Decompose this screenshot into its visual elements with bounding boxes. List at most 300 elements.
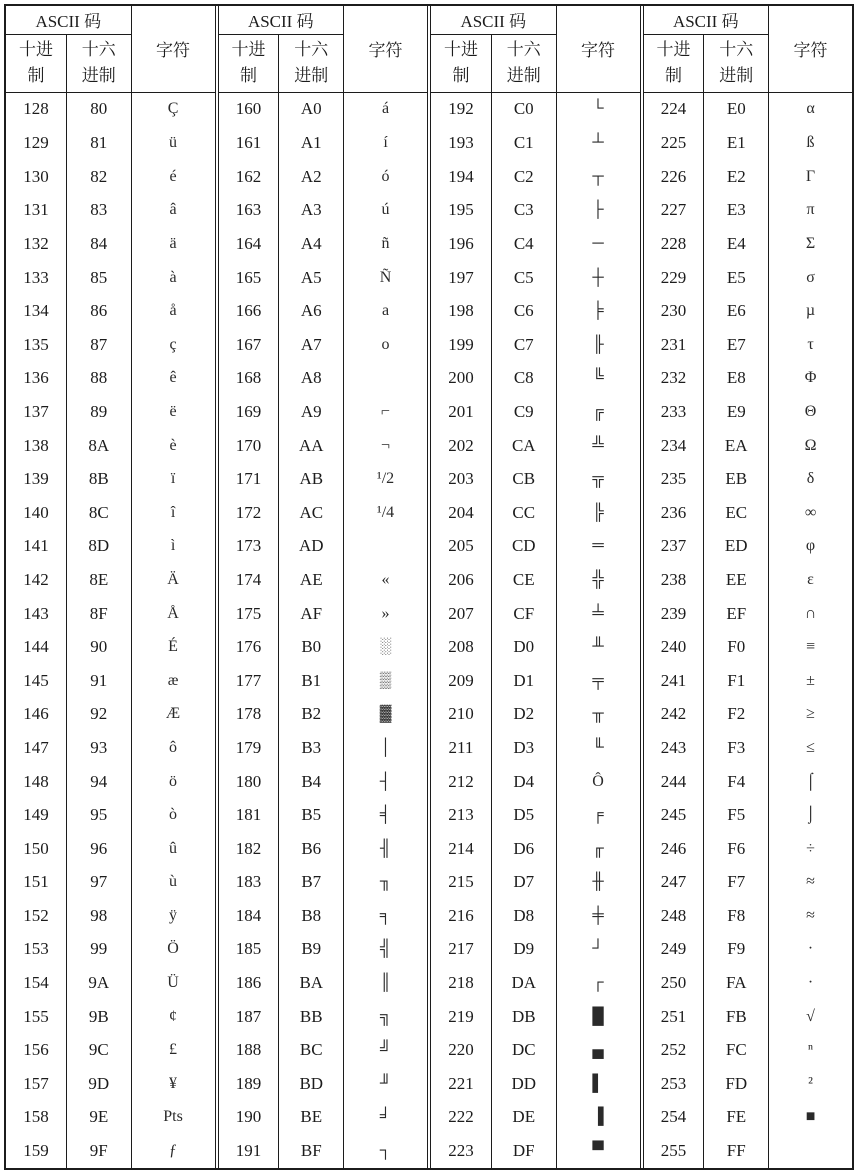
char-cell: ╣	[379, 940, 392, 958]
char-cell: ¹/2	[376, 470, 395, 488]
decimal-cell: 163	[219, 194, 279, 228]
hex-cell: DE	[491, 1101, 556, 1135]
decimal-cell: 175	[219, 597, 279, 631]
decimal-cell: 172	[219, 496, 279, 530]
char-cell: ú	[381, 201, 390, 219]
table-row	[6, 1067, 215, 1101]
char-cell: ó	[381, 167, 390, 185]
char-cell: ┬	[592, 167, 604, 185]
table-row	[431, 765, 640, 799]
table-row	[644, 160, 853, 194]
char-cell: Ä	[167, 570, 179, 588]
decimal-cell: 246	[644, 832, 704, 866]
table-row	[431, 496, 640, 530]
decimal-cell: 185	[219, 933, 279, 967]
hex-cell: 81	[66, 126, 131, 160]
decimal-cell: 168	[219, 362, 279, 396]
decimal-cell: 225	[644, 126, 704, 160]
table-row	[6, 429, 215, 463]
table-row	[6, 1101, 215, 1135]
char-header: 字符	[131, 6, 214, 92]
decimal-cell: 203	[431, 462, 491, 496]
char-cell: ┤	[379, 772, 392, 790]
decimal-cell: 154	[6, 966, 66, 1000]
hex-cell: EC	[704, 496, 769, 530]
table-row	[644, 765, 853, 799]
table-row	[219, 126, 428, 160]
decimal-cell: 239	[644, 597, 704, 631]
table-row	[644, 899, 853, 933]
table-row	[644, 1033, 853, 1067]
decimal-cell: 227	[644, 194, 704, 228]
char-cell: ╢	[379, 839, 392, 857]
table-row	[431, 899, 640, 933]
decimal-cell: 131	[6, 194, 66, 228]
decimal-cell: 169	[219, 395, 279, 429]
table-row	[6, 1000, 215, 1034]
table-row	[219, 664, 428, 698]
decimal-cell: 234	[644, 429, 704, 463]
hex-cell: D5	[491, 798, 556, 832]
table-row	[644, 362, 853, 396]
table-row	[644, 530, 853, 564]
decimal-cell: 219	[431, 1000, 491, 1034]
hex-cell: 90	[66, 630, 131, 664]
decimal-cell: 208	[431, 630, 491, 664]
hex-cell: CA	[491, 429, 556, 463]
decimal-cell: 190	[219, 1101, 279, 1135]
char-cell: ε	[807, 570, 814, 588]
hex-cell: BA	[279, 966, 344, 1000]
char-cell: ╗	[379, 1007, 392, 1025]
table-row	[219, 798, 428, 832]
char-cell: ⁿ	[808, 1041, 814, 1059]
table-row	[219, 362, 428, 396]
char-cell: ─	[592, 235, 604, 253]
table-row	[219, 1101, 428, 1135]
char-cell: ║	[379, 974, 392, 992]
table-row	[219, 496, 428, 530]
table-row	[6, 530, 215, 564]
hex-cell: A0	[279, 92, 344, 126]
decimal-cell: 171	[219, 462, 279, 496]
hex-cell: BD	[279, 1067, 344, 1101]
hex-cell: F0	[704, 630, 769, 664]
table-row	[644, 1101, 853, 1135]
decimal-cell: 237	[644, 530, 704, 564]
decimal-cell: 248	[644, 899, 704, 933]
hex-cell: A7	[279, 328, 344, 362]
hex-cell: DF	[491, 1134, 556, 1168]
decimal-cell: 229	[644, 261, 704, 295]
hex-cell: 9A	[66, 966, 131, 1000]
decimal-cell: 230	[644, 294, 704, 328]
table-row	[431, 933, 640, 967]
char-cell: ≈	[806, 906, 815, 924]
table-row	[644, 832, 853, 866]
table-row	[219, 899, 428, 933]
char-cell: Φ	[804, 369, 817, 387]
char-cell: ÷	[806, 839, 815, 857]
decimal-cell: 138	[6, 429, 66, 463]
decimal-cell: 209	[431, 664, 491, 698]
decimal-cell: 240	[644, 630, 704, 664]
char-cell: ╙	[592, 738, 604, 756]
hex-cell: 9F	[66, 1134, 131, 1168]
char-cell: Ç	[167, 100, 179, 118]
char-cell: ü	[169, 134, 178, 152]
hex-cell: 9E	[66, 1101, 131, 1135]
table-row	[431, 1101, 640, 1135]
char-cell: τ	[807, 335, 814, 353]
char-cell: ⌡	[805, 806, 816, 824]
table-row	[6, 899, 215, 933]
hex-cell: 91	[66, 664, 131, 698]
hex-cell: DC	[491, 1033, 556, 1067]
table-row	[219, 698, 428, 732]
table-row	[6, 194, 215, 228]
char-cell: £	[169, 1041, 178, 1059]
decimal-cell: 251	[644, 1000, 704, 1034]
char-cell: █	[592, 1007, 604, 1025]
table-row	[431, 227, 640, 261]
decimal-cell: 141	[6, 530, 66, 564]
char-cell: ⌠	[805, 772, 816, 790]
char-cell: ∩	[804, 604, 817, 622]
char-cell: ì	[170, 537, 176, 555]
hex-cell: A9	[279, 395, 344, 429]
decimal-cell: 148	[6, 765, 66, 799]
hex-cell: DA	[491, 966, 556, 1000]
hex-cell: CF	[491, 597, 556, 631]
hex-cell: CB	[491, 462, 556, 496]
table-row	[6, 630, 215, 664]
decimal-cell: 130	[6, 160, 66, 194]
hex-cell: E0	[704, 92, 769, 126]
char-cell: ╦	[592, 470, 604, 488]
hex-cell: D7	[491, 866, 556, 900]
decimal-cell: 250	[644, 966, 704, 1000]
char-cell: µ	[805, 302, 816, 320]
hex-cell: C5	[491, 261, 556, 295]
hex-header: 十六 进制	[279, 34, 344, 92]
table-row	[431, 362, 640, 396]
hex-cell: 94	[66, 765, 131, 799]
hex-cell: D4	[491, 765, 556, 799]
decimal-cell: 165	[219, 261, 279, 295]
decimal-cell: 192	[431, 92, 491, 126]
decimal-cell: 159	[6, 1134, 66, 1168]
char-cell: ▄	[592, 1041, 604, 1059]
table-row	[431, 126, 640, 160]
table-row	[6, 765, 215, 799]
table-row	[644, 328, 853, 362]
table-row	[431, 664, 640, 698]
hex-cell: B6	[279, 832, 344, 866]
table-row	[431, 832, 640, 866]
hex-cell: B4	[279, 765, 344, 799]
decimal-cell: 204	[431, 496, 491, 530]
decimal-cell: 242	[644, 698, 704, 732]
table-row	[644, 126, 853, 160]
decimal-cell: 187	[219, 1000, 279, 1034]
char-cell: ╚	[592, 369, 604, 387]
table-row	[644, 866, 853, 900]
decimal-cell: 142	[6, 563, 66, 597]
table-row	[431, 462, 640, 496]
decimal-cell: 212	[431, 765, 491, 799]
hex-header: 十六 进制	[704, 34, 769, 92]
hex-cell: F2	[704, 698, 769, 732]
decimal-cell: 207	[431, 597, 491, 631]
decimal-cell: 182	[219, 832, 279, 866]
table-row	[431, 866, 640, 900]
char-cell: ¬	[381, 436, 391, 454]
hex-cell: CD	[491, 530, 556, 564]
decimal-cell: 214	[431, 832, 491, 866]
table-row	[219, 1067, 428, 1101]
hex-cell: F9	[704, 933, 769, 967]
hex-cell: 8C	[66, 496, 131, 530]
hex-cell: 8A	[66, 429, 131, 463]
decimal-cell: 139	[6, 462, 66, 496]
hex-cell: AD	[279, 530, 344, 564]
ascii-code-table	[4, 4, 854, 1170]
char-cell: ¢	[169, 1007, 178, 1025]
char-cell: δ	[806, 470, 815, 488]
hex-cell: C4	[491, 227, 556, 261]
decimal-header: 十进 制	[219, 34, 279, 92]
hex-cell: C1	[491, 126, 556, 160]
table-row	[431, 1000, 640, 1034]
hex-cell: F7	[704, 866, 769, 900]
char-cell: Ö	[167, 940, 179, 958]
decimal-cell: 199	[431, 328, 491, 362]
table-row	[219, 462, 428, 496]
char-cell: ═	[592, 537, 604, 555]
hex-cell: D1	[491, 664, 556, 698]
decimal-cell: 238	[644, 563, 704, 597]
char-cell: ≡	[806, 638, 816, 656]
decimal-cell: 202	[431, 429, 491, 463]
char-cell: ╪	[592, 906, 604, 924]
table-row	[644, 429, 853, 463]
hex-cell: E1	[704, 126, 769, 160]
hex-cell: D3	[491, 731, 556, 765]
decimal-cell: 132	[6, 227, 66, 261]
char-cell: Γ	[805, 167, 816, 185]
hex-cell: C0	[491, 92, 556, 126]
table-row	[431, 731, 640, 765]
char-cell: π	[806, 201, 815, 219]
hex-cell: B1	[279, 664, 344, 698]
decimal-cell: 247	[644, 866, 704, 900]
hex-cell: E5	[704, 261, 769, 295]
decimal-cell: 253	[644, 1067, 704, 1101]
decimal-cell: 236	[644, 496, 704, 530]
hex-cell: 82	[66, 160, 131, 194]
table-row	[219, 765, 428, 799]
hex-cell: BF	[279, 1134, 344, 1168]
char-cell: é	[169, 167, 177, 185]
char-cell: ▓	[379, 705, 392, 723]
char-cell: »	[381, 604, 390, 622]
table-row	[644, 395, 853, 429]
decimal-cell: 235	[644, 462, 704, 496]
hex-cell: B8	[279, 899, 344, 933]
char-cell: å	[169, 302, 177, 320]
hex-cell: 8F	[66, 597, 131, 631]
decimal-cell: 135	[6, 328, 66, 362]
decimal-cell: 188	[219, 1033, 279, 1067]
char-cell: í	[383, 134, 388, 152]
hex-cell: F3	[704, 731, 769, 765]
table-row	[219, 832, 428, 866]
table-row	[431, 1134, 640, 1168]
table-row	[6, 731, 215, 765]
table-row	[644, 261, 853, 295]
char-cell: ▐	[592, 1108, 604, 1126]
decimal-cell: 170	[219, 429, 279, 463]
hex-cell: 83	[66, 194, 131, 228]
hex-cell: E4	[704, 227, 769, 261]
char-cell: Θ	[804, 402, 817, 420]
table-row	[6, 328, 215, 362]
char-cell: ┐	[379, 1142, 392, 1160]
char-cell: ƒ	[169, 1142, 178, 1160]
char-cell: É	[168, 638, 178, 656]
char-cell	[769, 1134, 852, 1168]
table-row	[219, 395, 428, 429]
char-cell: ≥	[806, 705, 815, 723]
table-group-1	[6, 6, 215, 1168]
decimal-cell: 180	[219, 765, 279, 799]
hex-cell: 97	[66, 866, 131, 900]
hex-cell: A8	[279, 362, 344, 396]
table-row	[219, 933, 428, 967]
char-cell: Ñ	[379, 268, 392, 286]
table-row	[431, 328, 640, 362]
char-cell: ╓	[592, 839, 604, 857]
table-row	[219, 563, 428, 597]
char-cell: ô	[169, 738, 178, 756]
hex-cell: BC	[279, 1033, 344, 1067]
table-row	[219, 294, 428, 328]
hex-cell: ED	[704, 530, 769, 564]
table-row	[6, 227, 215, 261]
char-cell: ╝	[379, 1041, 392, 1059]
table-row	[219, 731, 428, 765]
hex-cell: C9	[491, 395, 556, 429]
hex-header: 十六 进制	[66, 34, 131, 92]
decimal-cell: 255	[644, 1134, 704, 1168]
decimal-cell: 223	[431, 1134, 491, 1168]
table-row	[644, 731, 853, 765]
char-cell: ╖	[379, 873, 392, 891]
table-row	[219, 866, 428, 900]
decimal-cell: 158	[6, 1101, 66, 1135]
decimal-cell: 136	[6, 362, 66, 396]
hex-cell: EB	[704, 462, 769, 496]
decimal-cell: 224	[644, 92, 704, 126]
table-row	[6, 462, 215, 496]
table-row	[431, 429, 640, 463]
decimal-cell: 244	[644, 765, 704, 799]
table-group-2	[215, 6, 428, 1168]
hex-cell: F1	[704, 664, 769, 698]
char-header: 字符	[769, 6, 852, 92]
decimal-cell: 243	[644, 731, 704, 765]
hex-cell: EE	[704, 563, 769, 597]
table-row	[219, 227, 428, 261]
hex-cell: 89	[66, 395, 131, 429]
char-cell: √	[806, 1007, 815, 1025]
hex-cell: 93	[66, 731, 131, 765]
hex-cell: BB	[279, 1000, 344, 1034]
decimal-cell: 194	[431, 160, 491, 194]
table-row	[644, 798, 853, 832]
table-row	[6, 92, 215, 126]
decimal-cell: 173	[219, 530, 279, 564]
table-row	[219, 1033, 428, 1067]
hex-cell: A2	[279, 160, 344, 194]
table-row	[431, 160, 640, 194]
char-cell: Ô	[592, 772, 604, 790]
table-row	[644, 698, 853, 732]
table-row	[431, 530, 640, 564]
hex-cell: B7	[279, 866, 344, 900]
char-cell: Σ	[805, 235, 816, 253]
table-row	[431, 698, 640, 732]
hex-cell: BE	[279, 1101, 344, 1135]
hex-cell: 98	[66, 899, 131, 933]
table-row	[6, 1033, 215, 1067]
hex-cell: AB	[279, 462, 344, 496]
hex-cell: C3	[491, 194, 556, 228]
char-header: 字符	[344, 6, 427, 92]
hex-cell: B0	[279, 630, 344, 664]
char-cell: o	[381, 335, 390, 353]
table-row	[6, 664, 215, 698]
char-cell: ╩	[592, 436, 604, 454]
hex-cell: F4	[704, 765, 769, 799]
char-cell: ⌐	[381, 402, 391, 420]
decimal-cell: 231	[644, 328, 704, 362]
table-row	[644, 462, 853, 496]
decimal-cell: 162	[219, 160, 279, 194]
decimal-cell: 254	[644, 1101, 704, 1135]
ascii-code-header: ASCII 码	[219, 6, 344, 34]
hex-cell: 88	[66, 362, 131, 396]
char-cell: â	[169, 201, 177, 219]
char-cell: á	[381, 100, 390, 118]
decimal-cell: 232	[644, 362, 704, 396]
decimal-cell: 134	[6, 294, 66, 328]
table-row	[431, 92, 640, 126]
char-cell: ┘	[592, 940, 604, 958]
decimal-cell: 133	[6, 261, 66, 295]
char-cell: ┌	[592, 974, 604, 992]
hex-cell: B3	[279, 731, 344, 765]
hex-cell: F6	[704, 832, 769, 866]
table-row	[219, 92, 428, 126]
hex-cell: CC	[491, 496, 556, 530]
table-row	[644, 563, 853, 597]
char-cell: ù	[169, 873, 178, 891]
table-row	[6, 1134, 215, 1168]
char-cell: ╥	[592, 705, 604, 723]
table-row	[6, 496, 215, 530]
